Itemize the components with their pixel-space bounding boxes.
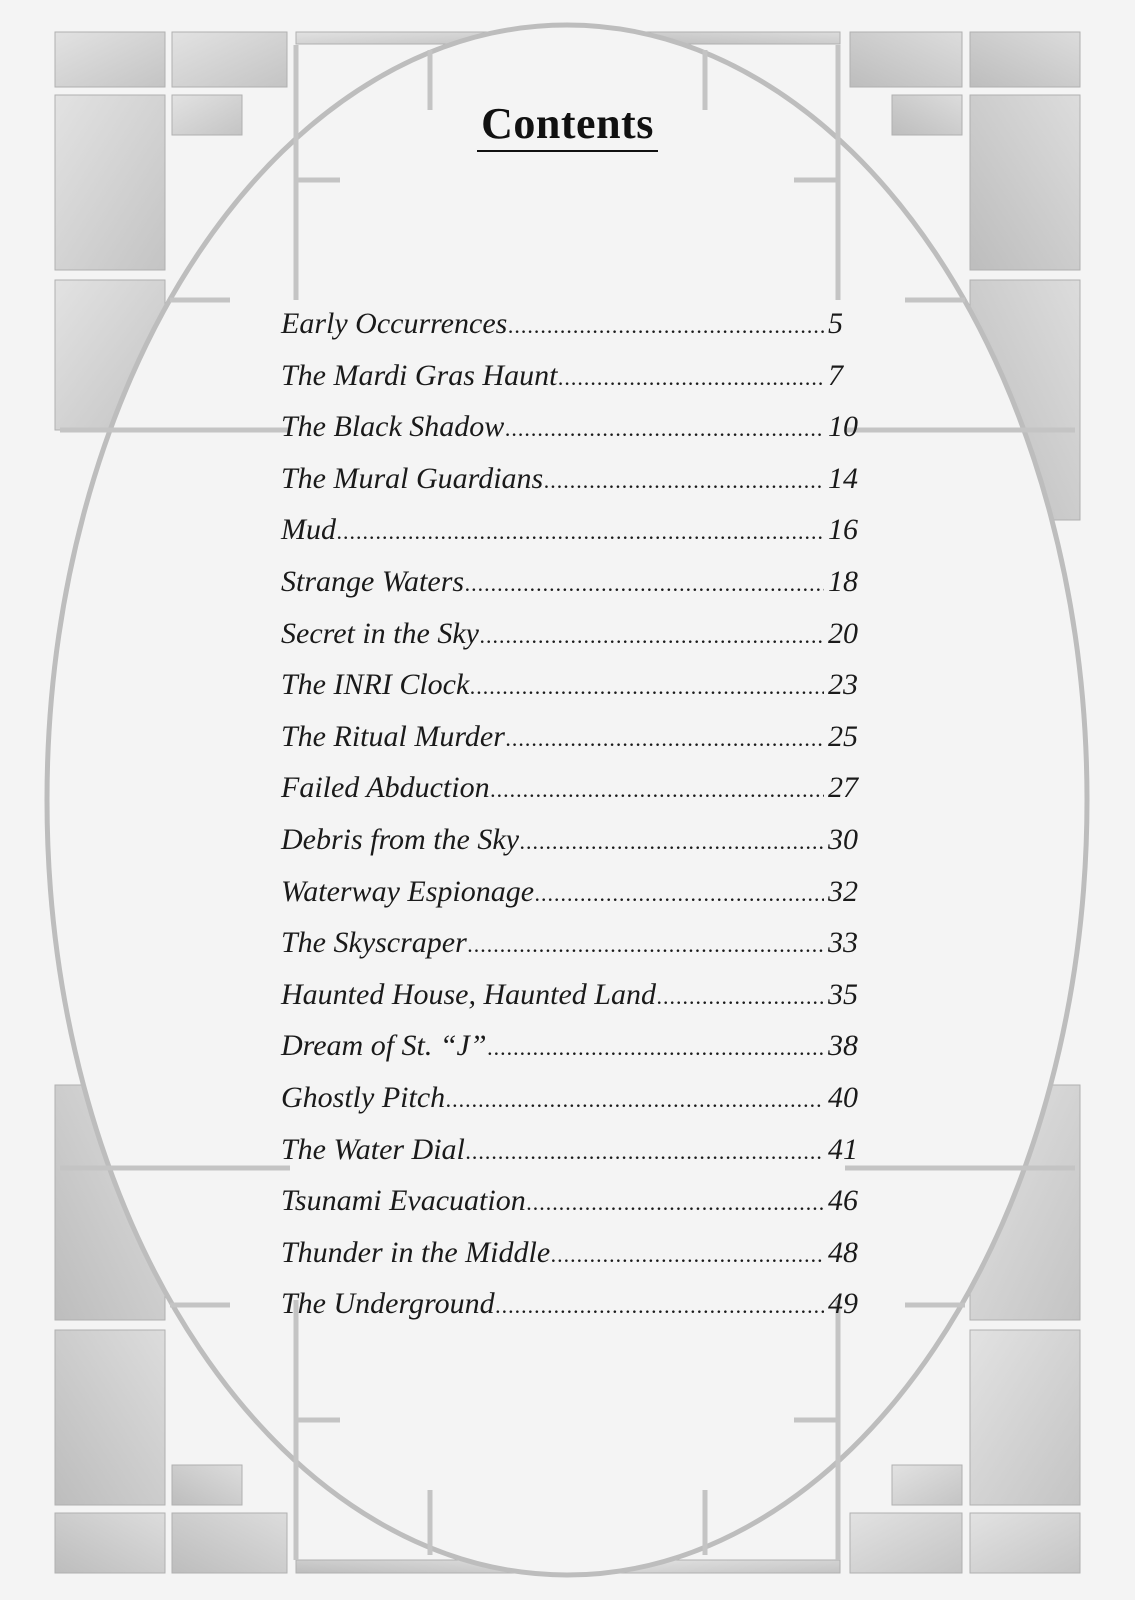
dot-leader xyxy=(520,829,824,855)
toc-entry-page: 7 xyxy=(828,358,843,392)
toc-entry-page: 5 xyxy=(828,307,843,340)
toc-entry[interactable] xyxy=(281,1287,866,1339)
toc-entry-title: Ghostly Pitch xyxy=(281,1080,446,1114)
dot-leader xyxy=(544,468,824,494)
toc-entry[interactable] xyxy=(281,617,866,669)
dot-leader xyxy=(491,777,824,803)
dot-leader xyxy=(551,1242,824,1268)
toc-entry[interactable] xyxy=(281,1081,866,1133)
toc-entry[interactable] xyxy=(281,359,866,411)
toc-entry[interactable] xyxy=(281,565,866,617)
toc-entry-page: 48 xyxy=(828,1235,858,1269)
dot-leader xyxy=(657,984,824,1010)
toc-entry-title: Secret in the Sky xyxy=(281,616,479,650)
toc-entry[interactable] xyxy=(281,720,866,772)
toc-entry-page: 33 xyxy=(828,926,858,960)
dot-leader xyxy=(480,623,824,649)
dot-leader xyxy=(468,932,824,958)
dot-leader xyxy=(496,1293,824,1319)
toc-entry-title: The INRI Clock xyxy=(281,668,470,702)
page-title-text: Contents xyxy=(477,99,658,152)
toc-entry[interactable] xyxy=(281,462,866,514)
toc-entry-title: The Ritual Murder xyxy=(281,719,505,753)
toc-entry-page: 35 xyxy=(828,977,858,1011)
toc-entry-page: 18 xyxy=(828,564,858,598)
toc-entry-page: 38 xyxy=(828,1029,858,1063)
toc-entry-title: Dream of St. “J” xyxy=(281,1029,487,1063)
dot-leader xyxy=(506,726,824,752)
toc-entry-title: Haunted House, Haunted Land xyxy=(281,977,656,1011)
toc-entry-page: 41 xyxy=(828,1132,858,1166)
toc-entry-title: The Mural Guardians xyxy=(281,461,544,495)
toc-entry[interactable] xyxy=(281,1236,866,1288)
toc-entry[interactable] xyxy=(281,978,866,1030)
dot-leader xyxy=(466,1139,824,1165)
dot-leader xyxy=(470,674,824,700)
toc-entry[interactable] xyxy=(281,668,866,720)
toc-entry[interactable] xyxy=(281,875,866,927)
toc-entry-page: 25 xyxy=(828,719,858,753)
toc-entry-title: Early Occurrences xyxy=(281,307,508,340)
toc-entry-title: Failed Abduction xyxy=(281,771,490,805)
toc-entry[interactable] xyxy=(281,1029,866,1081)
dot-leader xyxy=(446,1087,824,1113)
dot-leader xyxy=(505,416,824,442)
table-of-contents xyxy=(281,307,866,1339)
toc-entry-page: 49 xyxy=(828,1287,858,1321)
toc-entry[interactable] xyxy=(281,926,866,978)
toc-entry[interactable] xyxy=(281,1184,866,1236)
toc-entry-page: 30 xyxy=(828,822,858,856)
toc-entry-page: 40 xyxy=(828,1080,858,1114)
toc-entry[interactable] xyxy=(281,1133,866,1185)
toc-entry-title: Mud xyxy=(281,513,336,547)
toc-entry-page: 14 xyxy=(828,461,858,495)
dot-leader xyxy=(535,881,824,907)
toc-entry-title: Tsunami Evacuation xyxy=(281,1184,526,1218)
toc-entry-page: 16 xyxy=(828,513,858,547)
dot-leader xyxy=(558,365,824,391)
toc-entry-title: The Underground xyxy=(281,1287,495,1321)
toc-entry[interactable] xyxy=(281,771,866,823)
dot-leader xyxy=(337,519,824,545)
dot-leader xyxy=(465,571,824,597)
toc-entry-title: Thunder in the Middle xyxy=(281,1235,551,1269)
toc-entry-title: Debris from the Sky xyxy=(281,822,520,856)
toc-entry-title: The Skyscraper xyxy=(281,926,467,960)
toc-entry-title: The Mardi Gras Haunt xyxy=(281,358,558,392)
toc-entry-title: Strange Waters xyxy=(281,564,465,598)
dot-leader xyxy=(508,313,824,339)
toc-entry[interactable] xyxy=(281,410,866,462)
toc-entry-page: 20 xyxy=(828,616,858,650)
toc-entry[interactable] xyxy=(281,307,866,359)
dot-leader xyxy=(488,1035,824,1061)
toc-entry-page: 32 xyxy=(828,874,858,908)
toc-entry-title: Waterway Espionage xyxy=(281,874,535,908)
toc-entry[interactable] xyxy=(281,823,866,875)
page-title xyxy=(0,98,1135,149)
toc-entry-page: 46 xyxy=(828,1184,858,1218)
toc-entry-title: The Black Shadow xyxy=(281,410,505,444)
toc-entry-title: The Water Dial xyxy=(281,1132,465,1166)
toc-entry-page: 10 xyxy=(828,410,858,444)
toc-entry-page: 23 xyxy=(828,668,858,702)
toc-entry[interactable] xyxy=(281,513,866,565)
dot-leader xyxy=(527,1190,824,1216)
toc-entry-page: 27 xyxy=(828,771,858,805)
